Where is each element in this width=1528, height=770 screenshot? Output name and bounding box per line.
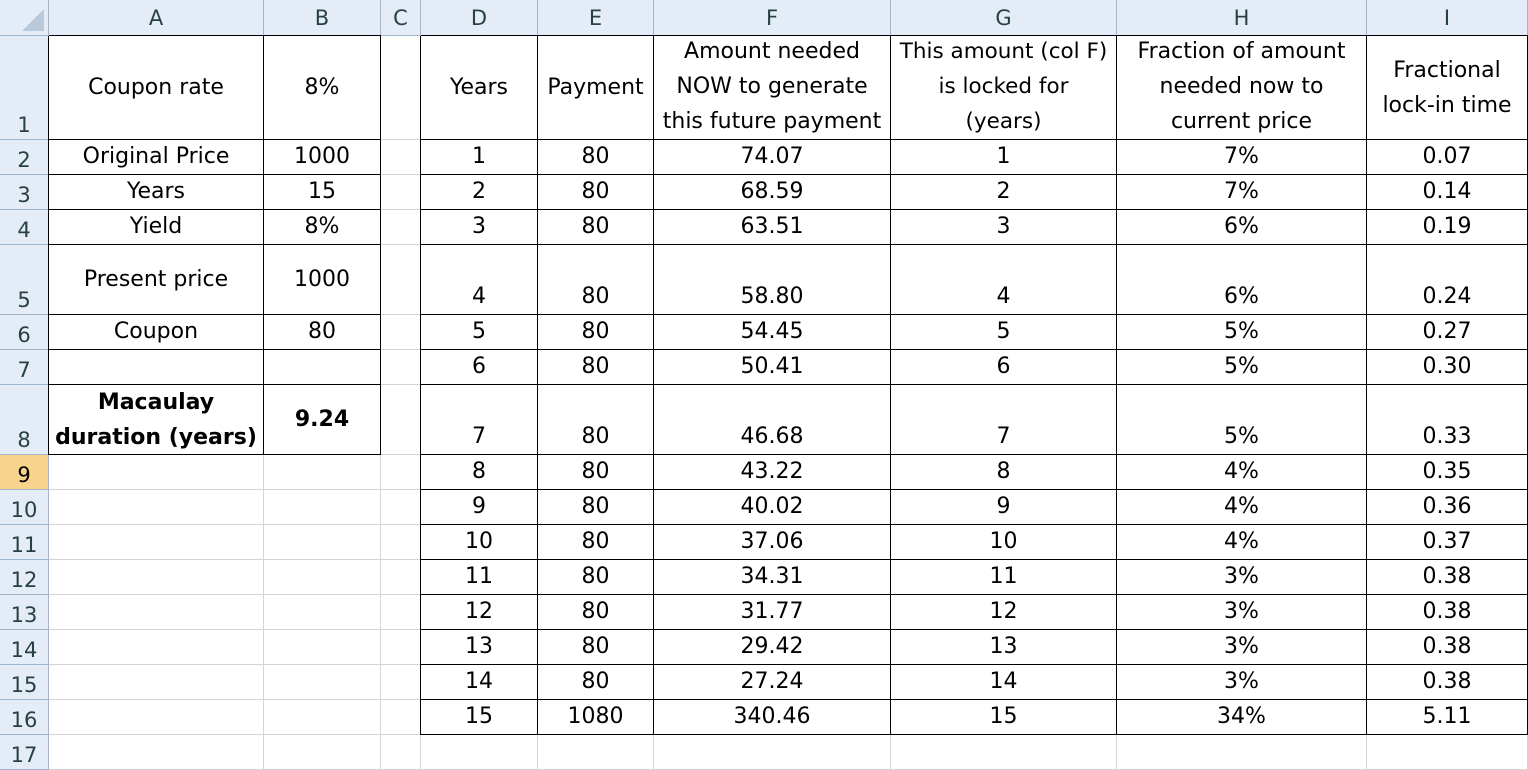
table-cell-i2[interactable]: 0.07 — [1367, 140, 1528, 175]
table-cell-f7[interactable]: 50.41 — [654, 350, 891, 385]
table-cell-f16[interactable]: 340.46 — [654, 700, 891, 735]
cell-h17[interactable] — [1117, 735, 1367, 770]
table-cell-g13[interactable]: 12 — [891, 595, 1117, 630]
cell-b13[interactable] — [264, 595, 381, 630]
cell-c16[interactable] — [381, 700, 421, 735]
table-cell-e7[interactable]: 80 — [538, 350, 654, 385]
param-label[interactable]: Coupon rate — [49, 36, 264, 140]
param-label[interactable]: Macaulay duration (years) — [49, 385, 264, 455]
table-cell-d10[interactable]: 9 — [421, 490, 538, 525]
row-header-3[interactable]: 3 — [0, 175, 49, 210]
table-cell-i15[interactable]: 0.38 — [1367, 665, 1528, 700]
table-cell-h12[interactable]: 3% — [1117, 560, 1367, 595]
table-cell-h16[interactable]: 34% — [1117, 700, 1367, 735]
table-cell-g11[interactable]: 10 — [891, 525, 1117, 560]
row-header-7[interactable]: 7 — [0, 350, 49, 385]
cell-c8[interactable] — [381, 385, 421, 455]
cell-f17[interactable] — [654, 735, 891, 770]
row-header-2[interactable]: 2 — [0, 140, 49, 175]
cell-i17[interactable] — [1367, 735, 1528, 770]
row-header-4[interactable]: 4 — [0, 210, 49, 245]
table-cell-h5[interactable]: 6% — [1117, 245, 1367, 315]
table-cell-h13[interactable]: 3% — [1117, 595, 1367, 630]
cell-d17[interactable] — [421, 735, 538, 770]
param-label[interactable]: Original Price — [49, 140, 264, 175]
column-header-c[interactable]: C — [381, 0, 421, 36]
table-cell-e14[interactable]: 80 — [538, 630, 654, 665]
table-cell-i10[interactable]: 0.36 — [1367, 490, 1528, 525]
cell-e17[interactable] — [538, 735, 654, 770]
table-left-border — [420, 36, 421, 735]
table-cell-h6[interactable]: 5% — [1117, 315, 1367, 350]
row-header-1[interactable]: 1 — [0, 36, 49, 140]
cell-c14[interactable] — [381, 630, 421, 665]
table-cell-d6[interactable]: 5 — [421, 315, 538, 350]
table-cell-i16[interactable]: 5.11 — [1367, 700, 1528, 735]
cell-b17[interactable] — [264, 735, 381, 770]
cell-c5[interactable] — [381, 245, 421, 315]
param-label[interactable]: Coupon — [49, 315, 264, 350]
table-cell-e2[interactable]: 80 — [538, 140, 654, 175]
table-cell-e11[interactable]: 80 — [538, 525, 654, 560]
param-label[interactable]: Yield — [49, 210, 264, 245]
table-cell-f15[interactable]: 27.24 — [654, 665, 891, 700]
table-cell-f12[interactable]: 34.31 — [654, 560, 891, 595]
table-cell-d8[interactable]: 7 — [421, 385, 538, 455]
cell-a14[interactable] — [49, 630, 264, 665]
table-cell-i5[interactable]: 0.24 — [1367, 245, 1528, 315]
row-header-17[interactable]: 17 — [0, 735, 49, 770]
table-cell-g5[interactable]: 4 — [891, 245, 1117, 315]
table-cell-g3[interactable]: 2 — [891, 175, 1117, 210]
table-cell-g7[interactable]: 6 — [891, 350, 1117, 385]
column-header-e[interactable]: E — [538, 0, 654, 36]
table-cell-h3[interactable]: 7% — [1117, 175, 1367, 210]
column-header-b[interactable]: B — [264, 0, 381, 36]
table-cell-h15[interactable]: 3% — [1117, 665, 1367, 700]
table-cell-d7[interactable]: 6 — [421, 350, 538, 385]
cell-c2[interactable] — [381, 140, 421, 175]
cell-c15[interactable] — [381, 665, 421, 700]
table-cell-h2[interactable]: 7% — [1117, 140, 1367, 175]
row-header-13[interactable]: 13 — [0, 595, 49, 630]
table-cell-d9[interactable]: 8 — [421, 455, 538, 490]
table-cell-i3[interactable]: 0.14 — [1367, 175, 1528, 210]
table-cell-g8[interactable]: 7 — [891, 385, 1117, 455]
param-label[interactable]: Years — [49, 175, 264, 210]
table-cell-g15[interactable]: 14 — [891, 665, 1117, 700]
row-header-15[interactable]: 15 — [0, 665, 49, 700]
param-value[interactable]: 8% — [264, 36, 381, 140]
cell-a9[interactable] — [49, 455, 264, 490]
table-cell-g16[interactable]: 15 — [891, 700, 1117, 735]
table-cell-d14[interactable]: 13 — [421, 630, 538, 665]
table-cell-h11[interactable]: 4% — [1117, 525, 1367, 560]
param-left-border — [48, 36, 49, 455]
table-cell-i9[interactable]: 0.35 — [1367, 455, 1528, 490]
table-cell-d3[interactable]: 2 — [421, 175, 538, 210]
cell-c1[interactable] — [381, 36, 421, 140]
table-cell-i6[interactable]: 0.27 — [1367, 315, 1528, 350]
table-cell-e15[interactable]: 80 — [538, 665, 654, 700]
row-header-9[interactable]: 9 — [0, 455, 49, 490]
cell-a13[interactable] — [49, 595, 264, 630]
select-all-triangle-icon — [22, 9, 44, 31]
table-cell-h14[interactable]: 3% — [1117, 630, 1367, 665]
table-cell-f8[interactable]: 46.68 — [654, 385, 891, 455]
cell-b12[interactable] — [264, 560, 381, 595]
param-value[interactable] — [264, 350, 381, 385]
cell-c11[interactable] — [381, 525, 421, 560]
row-header-8[interactable]: 8 — [0, 385, 49, 455]
table-cell-i12[interactable]: 0.38 — [1367, 560, 1528, 595]
cell-c6[interactable] — [381, 315, 421, 350]
table-cell-e8[interactable]: 80 — [538, 385, 654, 455]
table-cell-e3[interactable]: 80 — [538, 175, 654, 210]
row-header-16[interactable]: 16 — [0, 700, 49, 735]
table-cell-f2[interactable]: 74.07 — [654, 140, 891, 175]
cell-g17[interactable] — [891, 735, 1117, 770]
table-cell-f9[interactable]: 43.22 — [654, 455, 891, 490]
table-cell-g2[interactable]: 1 — [891, 140, 1117, 175]
table-cell-g12[interactable]: 11 — [891, 560, 1117, 595]
table-cell-g9[interactable]: 8 — [891, 455, 1117, 490]
param-block-top-border — [49, 35, 381, 36]
table-cell-d4[interactable]: 3 — [421, 210, 538, 245]
table-cell-f4[interactable]: 63.51 — [654, 210, 891, 245]
param-value[interactable]: 9.24 — [264, 385, 381, 455]
table-cell-f11[interactable]: 37.06 — [654, 525, 891, 560]
table-cell-f6[interactable]: 54.45 — [654, 315, 891, 350]
param-value[interactable]: 80 — [264, 315, 381, 350]
table-cell-g6[interactable]: 5 — [891, 315, 1117, 350]
cell-c13[interactable] — [381, 595, 421, 630]
select-all-corner[interactable] — [0, 0, 49, 36]
table-header-e[interactable]: Payment — [538, 36, 654, 140]
table-cell-g10[interactable]: 9 — [891, 490, 1117, 525]
param-label[interactable] — [49, 350, 264, 385]
table-cell-h10[interactable]: 4% — [1117, 490, 1367, 525]
table-cell-i14[interactable]: 0.38 — [1367, 630, 1528, 665]
cell-c7[interactable] — [381, 350, 421, 385]
row-header-12[interactable]: 12 — [0, 560, 49, 595]
table-cell-d5[interactable]: 4 — [421, 245, 538, 315]
table-cell-f10[interactable]: 40.02 — [654, 490, 891, 525]
table-header-f[interactable]: Amount needed NOW to generate this future payment — [654, 36, 891, 140]
param-value[interactable]: 15 — [264, 175, 381, 210]
table-cell-d16[interactable]: 15 — [421, 700, 538, 735]
cell-b11[interactable] — [264, 525, 381, 560]
cell-a10[interactable] — [49, 490, 264, 525]
cell-a11[interactable] — [49, 525, 264, 560]
cell-b16[interactable] — [264, 700, 381, 735]
column-header-i[interactable]: I — [1367, 0, 1528, 36]
table-cell-e5[interactable]: 80 — [538, 245, 654, 315]
cell-b14[interactable] — [264, 630, 381, 665]
table-header-g[interactable]: This amount (col F) is locked for (years) — [891, 36, 1117, 140]
cell-a17[interactable] — [49, 735, 264, 770]
row-header-5[interactable]: 5 — [0, 245, 49, 315]
table-cell-e13[interactable]: 80 — [538, 595, 654, 630]
cell-b9[interactable] — [264, 455, 381, 490]
table-cell-i13[interactable]: 0.38 — [1367, 595, 1528, 630]
cell-c9[interactable] — [381, 455, 421, 490]
cell-c17[interactable] — [381, 735, 421, 770]
table-cell-i4[interactable]: 0.19 — [1367, 210, 1528, 245]
table-cell-f5[interactable]: 58.80 — [654, 245, 891, 315]
row-header-6[interactable]: 6 — [0, 315, 49, 350]
table-header-h[interactable]: Fraction of amount needed now to current price — [1117, 36, 1367, 140]
table-cell-f14[interactable]: 29.42 — [654, 630, 891, 665]
column-header-f[interactable]: F — [654, 0, 891, 36]
table-cell-e12[interactable]: 80 — [538, 560, 654, 595]
table-header-i[interactable]: Fractional lock-in time — [1367, 36, 1528, 140]
cell-c10[interactable] — [381, 490, 421, 525]
param-value[interactable]: 8% — [264, 210, 381, 245]
table-cell-i8[interactable]: 0.33 — [1367, 385, 1528, 455]
table-cell-d2[interactable]: 1 — [421, 140, 538, 175]
row-header-14[interactable]: 14 — [0, 630, 49, 665]
column-header-d[interactable]: D — [421, 0, 538, 36]
row-header-10[interactable]: 10 — [0, 490, 49, 525]
table-cell-e4[interactable]: 80 — [538, 210, 654, 245]
table-cell-h4[interactable]: 6% — [1117, 210, 1367, 245]
param-value[interactable]: 1000 — [264, 245, 381, 315]
param-label[interactable]: Present price — [49, 245, 264, 315]
cell-c12[interactable] — [381, 560, 421, 595]
column-header-g[interactable]: G — [891, 0, 1117, 36]
table-cell-f3[interactable]: 68.59 — [654, 175, 891, 210]
cell-b10[interactable] — [264, 490, 381, 525]
cell-c3[interactable] — [381, 175, 421, 210]
table-cell-i11[interactable]: 0.37 — [1367, 525, 1528, 560]
column-header-a[interactable]: A — [49, 0, 264, 36]
table-cell-i7[interactable]: 0.30 — [1367, 350, 1528, 385]
cell-c4[interactable] — [381, 210, 421, 245]
cell-a16[interactable] — [49, 700, 264, 735]
table-cell-d13[interactable]: 12 — [421, 595, 538, 630]
table-top-border — [421, 35, 1528, 36]
table-cell-h8[interactable]: 5% — [1117, 385, 1367, 455]
table-cell-d15[interactable]: 14 — [421, 665, 538, 700]
column-header-h[interactable]: H — [1117, 0, 1367, 36]
table-cell-f13[interactable]: 31.77 — [654, 595, 891, 630]
table-cell-e16[interactable]: 1080 — [538, 700, 654, 735]
cell-a15[interactable] — [49, 665, 264, 700]
table-cell-g14[interactable]: 13 — [891, 630, 1117, 665]
table-cell-h9[interactable]: 4% — [1117, 455, 1367, 490]
table-cell-g4[interactable]: 3 — [891, 210, 1117, 245]
cell-a12[interactable] — [49, 560, 264, 595]
table-header-d[interactable]: Years — [421, 36, 538, 140]
row-header-11[interactable]: 11 — [0, 525, 49, 560]
cell-b15[interactable] — [264, 665, 381, 700]
table-cell-e6[interactable]: 80 — [538, 315, 654, 350]
table-cell-h7[interactable]: 5% — [1117, 350, 1367, 385]
table-cell-d12[interactable]: 11 — [421, 560, 538, 595]
table-cell-e10[interactable]: 80 — [538, 490, 654, 525]
table-cell-d11[interactable]: 10 — [421, 525, 538, 560]
param-value[interactable]: 1000 — [264, 140, 381, 175]
table-cell-e9[interactable]: 80 — [538, 455, 654, 490]
